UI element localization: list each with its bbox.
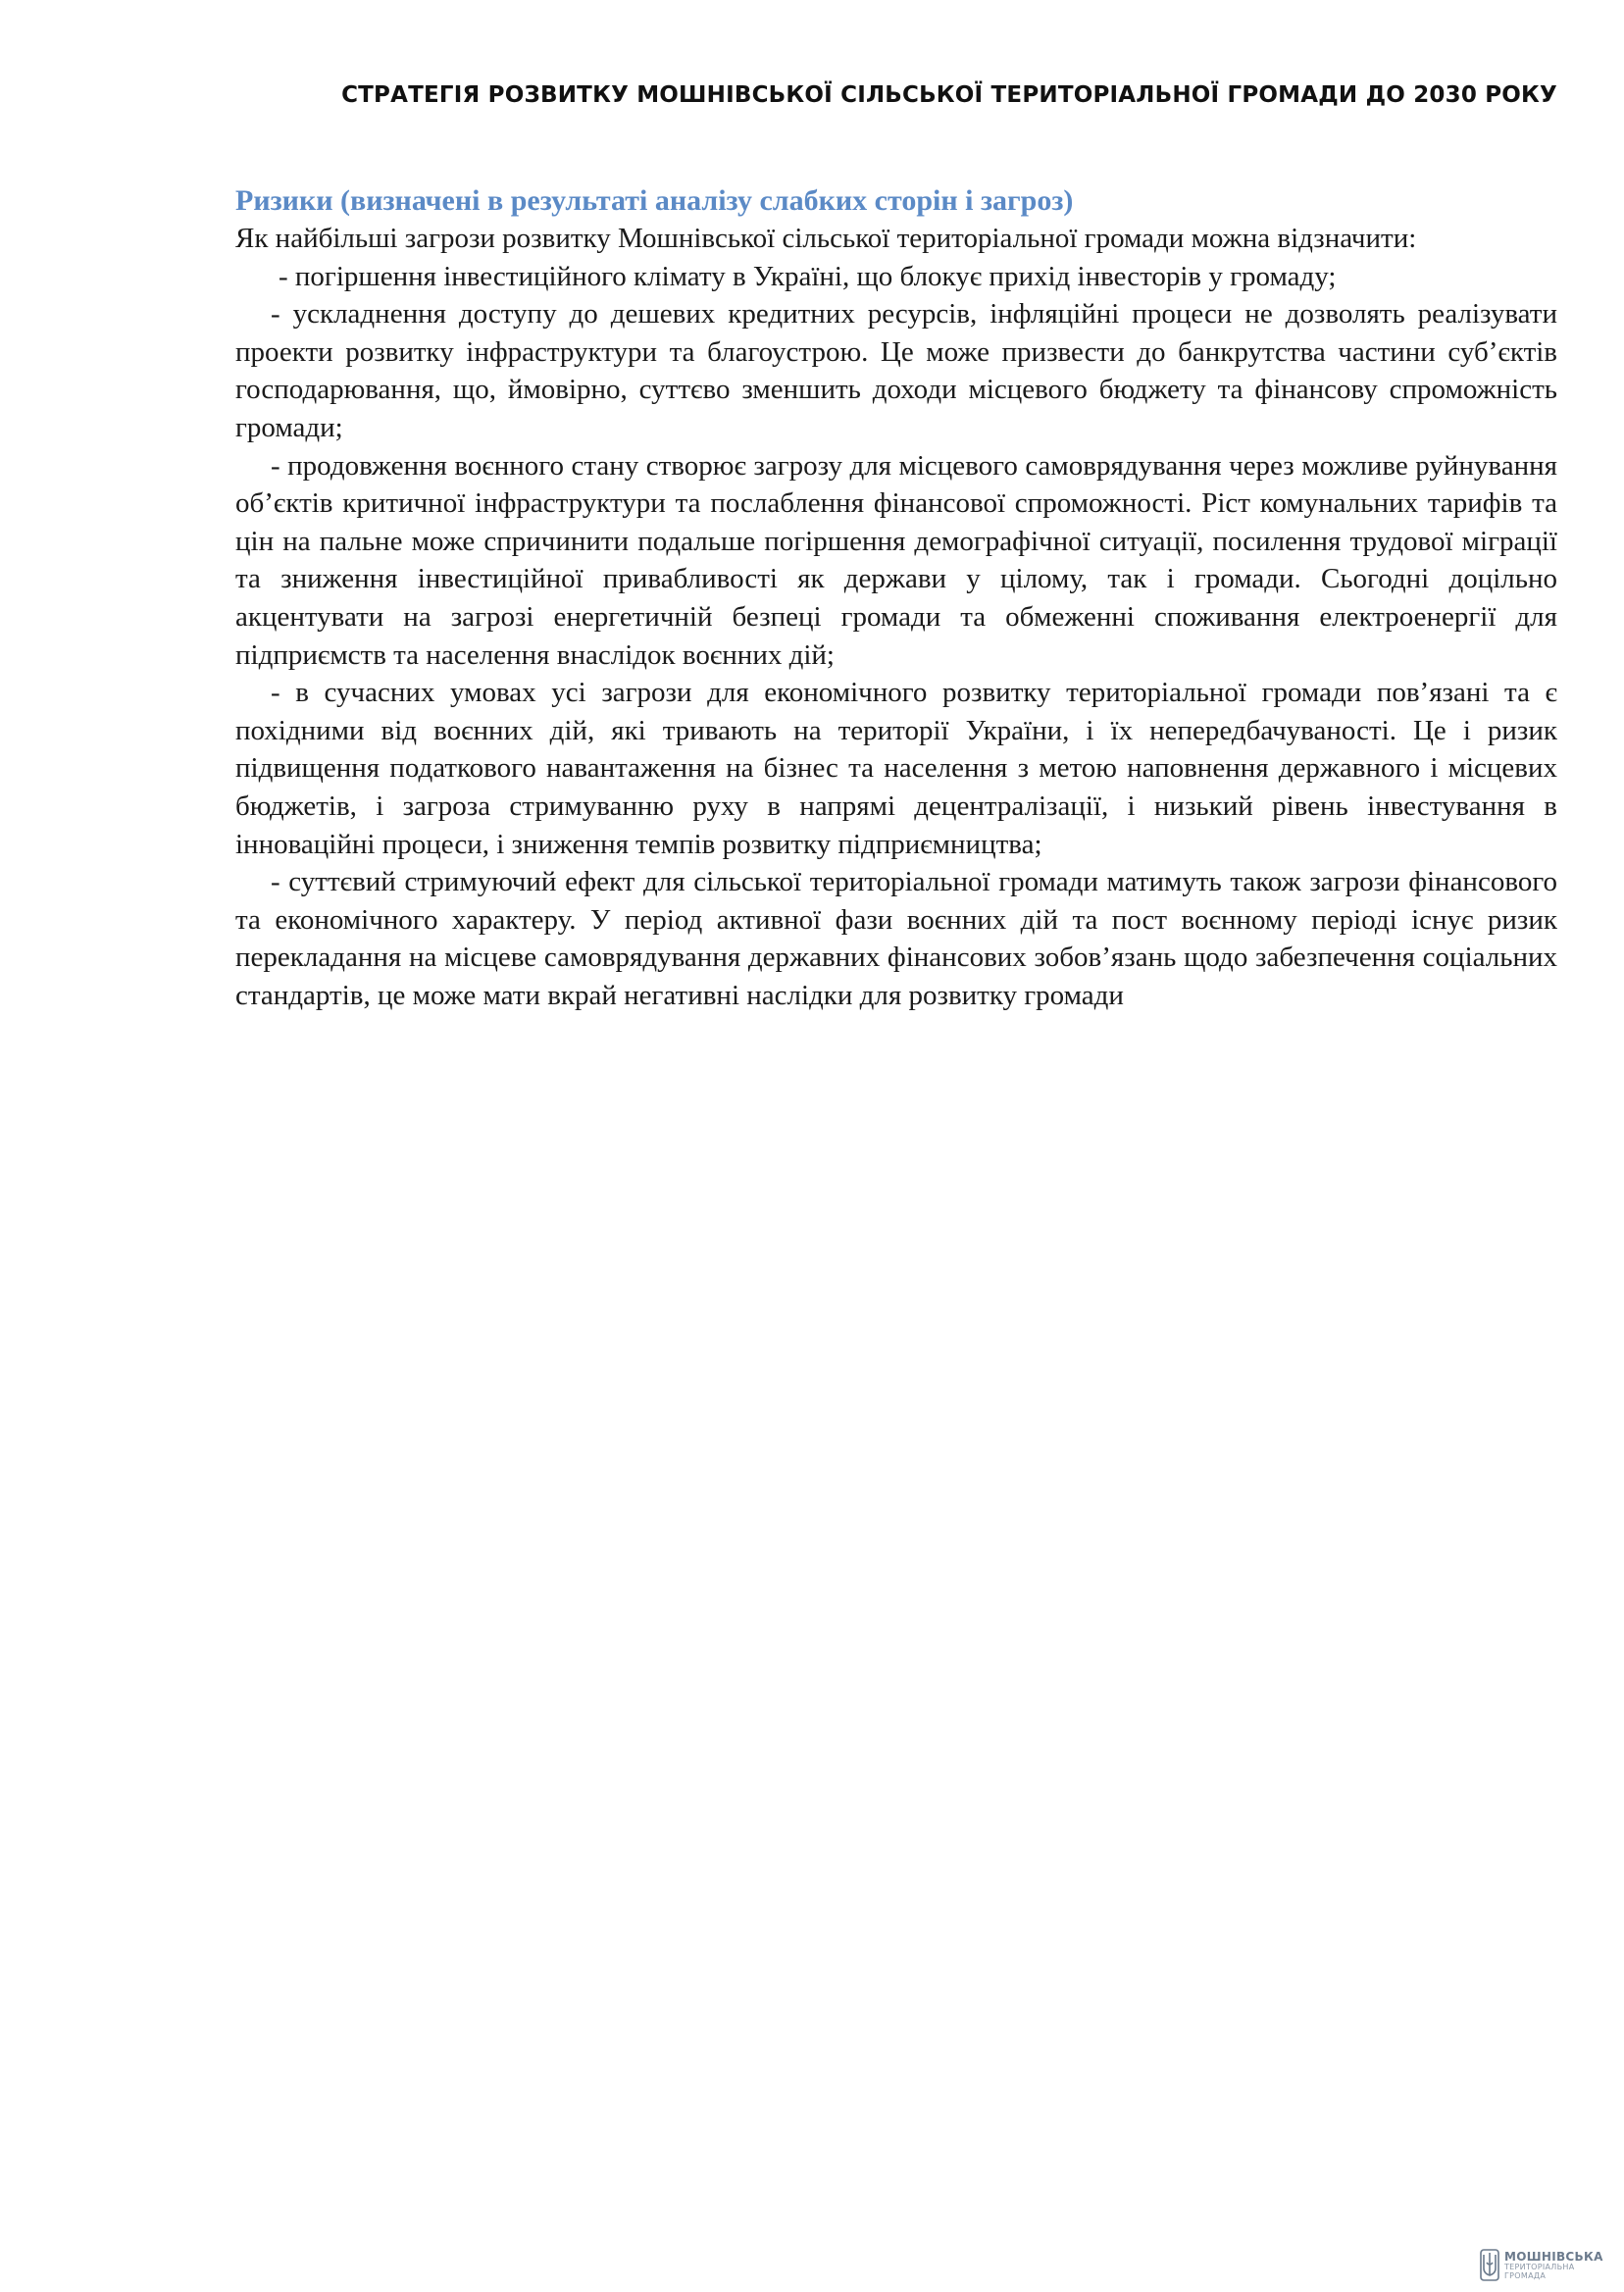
risk-item: - суттєвий стримуючий ефект для сільської територіальної громади матимуть також загрози фінансового та економічного характеру. У період активної фази воєнних дій та пост воєнному періоді існує ризик перекладання на місцеве самоврядування державних фінансових зобов’язань щодо забезпечення соціальних стандартів, це може мати вкрай негативні наслідки для розвитку громади <box>235 866 1557 1011</box>
logo-sub-text: ГРОМАДА <box>1504 2271 1547 2280</box>
trident-icon <box>1479 2249 1500 2282</box>
community-logo <box>1479 2246 1616 2285</box>
risk-item: - в сучасних умовах усі загрози для економічного розвитку територіальної громади пов’язані та є похідними від воєнних дій, які тривають на території України, і їх непередбачуваності. Це і ризик підвищення податкового навантаження на бізнес та населення з метою наповнення державного і місцевих бюджетів, і загроза стримуванню руху в напрямі децентралізації, і низький рівень інвестування в інноваційні процеси, і зниження темпів розвитку підприємництва; <box>235 677 1557 860</box>
risk-item: - продовження воєнного стану створює загрозу для місцевого самоврядування через можливе руйнування об’єктів критичної інфраструктури та послаблення фінансової спроможності. Ріст комунальних тарифів та цін на пальне може спричинити подальше погіршення демографічної ситуації, посилення трудової міграції та зниження інвестиційної привабливості як держави у цілому, так і громади. Сьогодні доцільно акцентувати на загрозі енергетичній безпеці громади та обмеженні споживання електроенергії для підприємств та населення внаслідок воєнних дій; <box>235 449 1557 671</box>
risk-item: - погіршення інвестиційного клімату в Україні, що блокує прихід інвесторів у громаду; <box>279 260 1337 292</box>
intro-paragraph: Як найбільші загрози розвитку Мошнівської сільської територіальної громади можна відзначити: <box>235 223 1417 254</box>
risk-item: - ускладнення доступу до дешевих кредитних ресурсів, інфляційні процеси не дозволять реалізувати проекти розвитку інфраструктури та благоустрою. Це може призвести до банкрутства частини суб’єктів господарювання, що, ймовірно, суттєво зменшить доходи місцевого бюджету та фінансову спроможність громади; <box>235 298 1557 443</box>
logo-main-text: МОШНІВСЬКА <box>1504 2250 1603 2264</box>
logo-text <box>1504 2251 1603 2280</box>
section-heading: Ризики (визначені в результаті аналізу слабких сторін і загроз) <box>235 184 1074 217</box>
logo-sub-text: ТЕРИТОРІАЛЬНА <box>1504 2263 1575 2271</box>
page-header-title: СТРАТЕГІЯ РОЗВИТКУ МОШНІВСЬКОЇ СІЛЬСЬКОЇ ТЕРИТОРІАЛЬНОЇ ГРОМАДИ ДО 2030 РОКУ <box>341 82 1557 108</box>
document-body <box>235 182 1557 1014</box>
